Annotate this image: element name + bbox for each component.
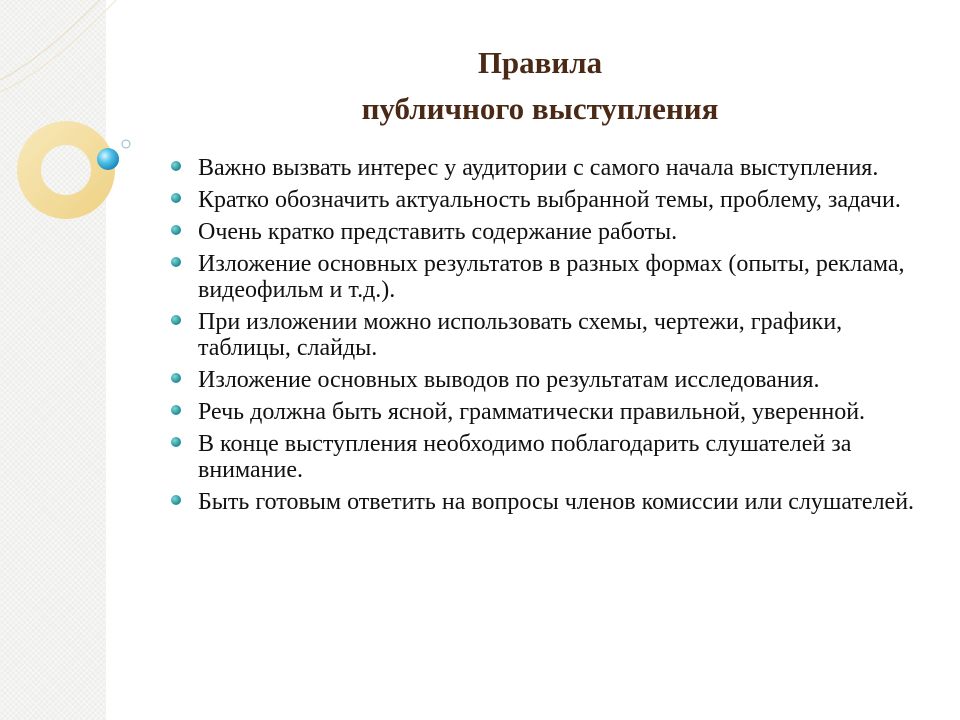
bullet-list: [168, 155, 938, 521]
slide-title: [300, 40, 780, 132]
bullet-icon: [171, 495, 181, 505]
bullet-item: [168, 219, 938, 245]
gold-ring: [29, 133, 103, 207]
gold-ring-decoration-icon: [0, 0, 140, 240]
bullet-icon: [171, 257, 181, 267]
decor-curve-line-2: [0, 0, 116, 92]
bullet-item: [168, 309, 938, 361]
small-satellite-circle: [122, 140, 130, 148]
bullet-item: [168, 399, 938, 425]
bullet-item: [168, 187, 938, 213]
bullet-text: Очень кратко представить содержание работы.: [198, 219, 678, 245]
decor-curve-line: [0, 0, 100, 80]
bullet-icon: [171, 193, 181, 203]
bullet-text: Изложение основных результатов в разных формах (опыты, реклама, видеофильм и т.д.).: [198, 251, 905, 303]
bullet-item: [168, 367, 938, 393]
bullet-icon: [171, 161, 181, 171]
bullet-icon: [171, 225, 181, 235]
blue-orb: [97, 148, 119, 170]
bullet-item: [168, 251, 938, 303]
bullet-text: При изложении можно использовать схемы, чертежи, графики, таблицы, слайды.: [198, 309, 843, 361]
bullet-icon: [171, 373, 181, 383]
bullet-item: [168, 155, 938, 181]
bullet-text: Важно вызвать интерес у аудитории с самого начала выступления.: [198, 155, 879, 181]
bullet-text: Изложение основных выводов по результатам исследования.: [198, 367, 820, 393]
bullet-icon: [171, 437, 181, 447]
bullet-icon: [171, 315, 181, 325]
bullet-icon: [171, 405, 181, 415]
bullet-item: [168, 489, 938, 515]
bullet-text: Кратко обозначить актуальность выбранной темы, проблему, задачи.: [198, 187, 901, 213]
title-line-1: Правила: [477, 45, 603, 80]
bullet-text: Быть готовым ответить на вопросы членов комиссии или слушателей.: [198, 489, 915, 515]
title-line-2: публичного выступления: [361, 91, 719, 126]
bullet-item: [168, 431, 938, 483]
bullet-text: В конце выступления необходимо поблагодарить слушателей за внимание.: [198, 431, 852, 483]
bullet-text: Речь должна быть ясной, грамматически правильной, уверенной.: [198, 399, 866, 425]
